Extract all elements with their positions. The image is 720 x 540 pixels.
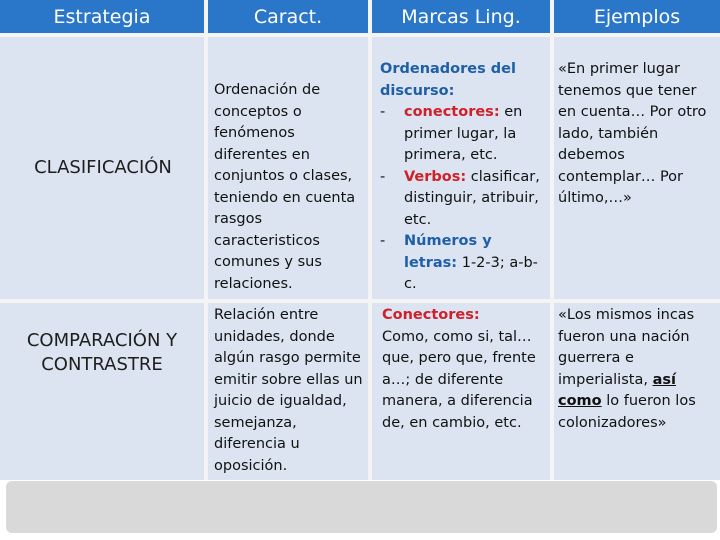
- header-caract-label: Caract.: [253, 5, 323, 28]
- marca-numeros-label: Números y letras:: [404, 233, 492, 271]
- header-ejemplos: [554, 0, 720, 33]
- row2-ejemplo-post: lo fueron los colonizadores»: [558, 393, 696, 431]
- header-caract: [208, 0, 368, 33]
- marca-conectores: [380, 102, 548, 167]
- row1-strategy-cell: [0, 37, 204, 299]
- row1-marcas-list: [380, 102, 548, 296]
- row1-ejemplo-text: «En primer lugar tenemos que tener en cuenta… Por otro lado, también debemos contemplar… Por último,…»: [558, 61, 707, 206]
- row2-strategy-label: COMPARACIÓN Y CONTRASTRE: [26, 330, 178, 375]
- header-estrategia: [0, 0, 204, 33]
- row1-strategy-label: CLASIFICACIÓN: [34, 157, 172, 178]
- marca-verbos: [380, 167, 548, 232]
- marca-verbos-label: Verbos:: [404, 168, 467, 185]
- row2-marcas-cell: [372, 303, 550, 480]
- row1-marcas-cell: [372, 37, 550, 299]
- header-marcas: [372, 0, 550, 33]
- row1-caract-cell: [208, 37, 368, 299]
- row2-marcas-title: Conectores:: [382, 307, 480, 323]
- row2-caract-text: Relación entre unidades, donde algún rasgo permite emitir sobre ellas un juicio de igualdad, semejanza, diferencia u oposición.: [214, 307, 363, 474]
- marca-verbos-text: clasificar, distinguir, atribuir, etc.: [404, 168, 540, 228]
- row2-ejemplo-pre: «Los mismos incas fueron una nación guerrera e imperialista,: [558, 307, 695, 388]
- marca-numeros: [380, 231, 548, 296]
- row1-marcas-title: Ordenadores del discurso:: [380, 61, 516, 99]
- row2-ejemplo-cell: [554, 303, 720, 480]
- marca-numeros-text: 1-2-3; a-b-c.: [404, 254, 538, 292]
- header-estrategia-label: Estrategia: [53, 5, 151, 28]
- header-marcas-label: Marcas Ling.: [401, 5, 521, 28]
- row2-caract-cell: [208, 303, 368, 480]
- header-ejemplos-label: Ejemplos: [593, 5, 681, 28]
- marca-conectores-text: en primer lugar, la primera, etc.: [404, 104, 523, 163]
- marca-conectores-label: conectores:: [404, 104, 500, 120]
- row1-ejemplo-cell: [554, 37, 720, 299]
- row2-strategy-cell: [0, 303, 204, 480]
- bottom-bar: [6, 481, 717, 533]
- row2-ejemplo-underlined: así como: [558, 371, 676, 409]
- row1-caract-text: Ordenación de conceptos o fenómenos diferentes en conjuntos o clases, teniendo en cuenta rasgos caracteristicos comunes y sus relaciones.: [214, 82, 356, 292]
- row2-marcas-text: Como, como si, tal… que, pero que, frente a…; de diferente manera, a diferencia de, en cambio, etc.: [382, 328, 536, 431]
